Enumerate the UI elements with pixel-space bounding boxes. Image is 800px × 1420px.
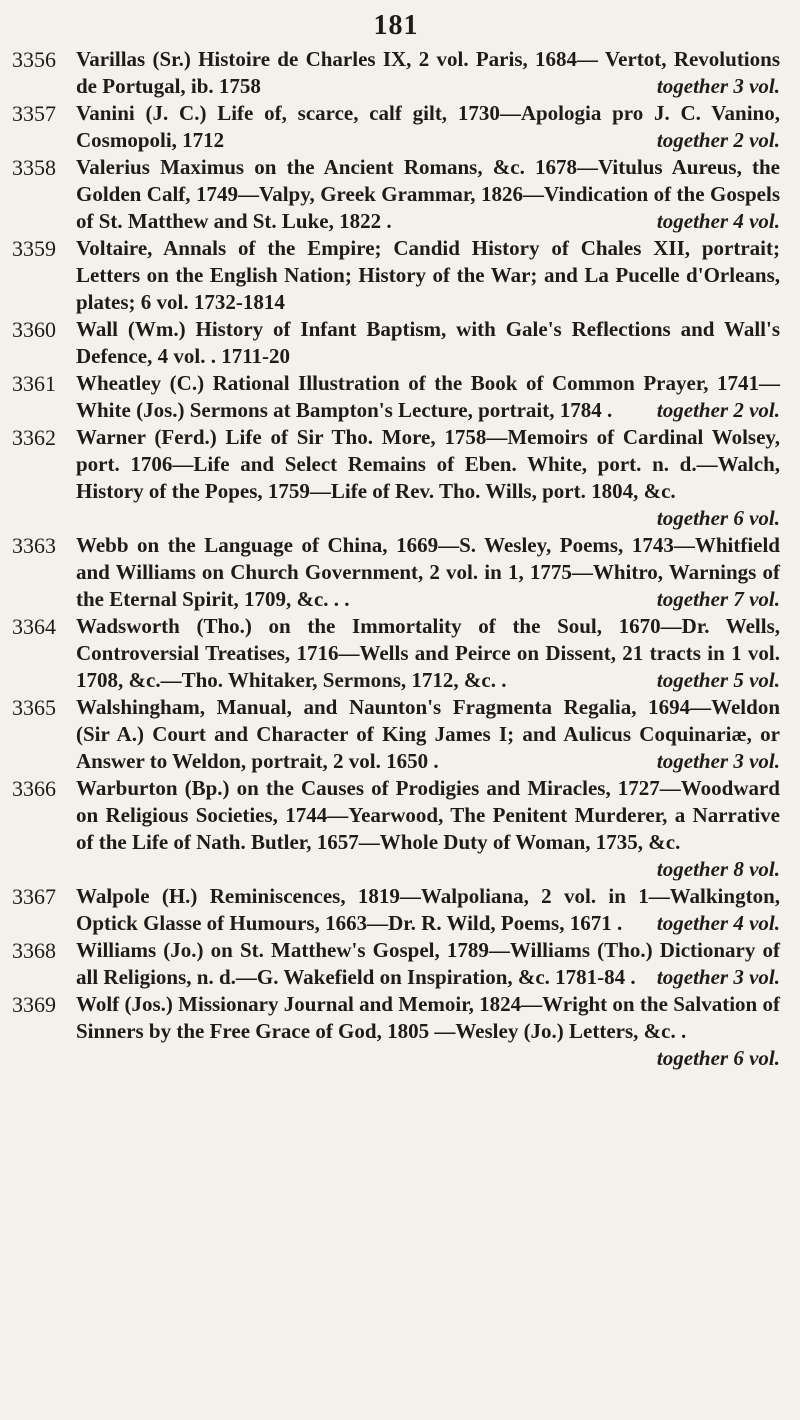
lot-text: Wolf (Jos.) Missionary Journal and Memoir, 1824—Wright on the Salvation of Sinners by the Free Grace of God, 1805 —Wesley (Jo.) Letters, &c. . bbox=[76, 992, 780, 1043]
lot-number: 3367 bbox=[12, 884, 56, 909]
lot-description bbox=[76, 235, 780, 316]
lot-description bbox=[76, 46, 780, 100]
lot-text: Williams (Jo.) on St. Matthew's Gospel, 1789—Williams (Tho.) Dictionary of all Religions, n. d.—G. Wakefield on Inspiration, &c. 1781-84 . bbox=[76, 938, 780, 989]
lot-description bbox=[76, 775, 780, 883]
catalogue-entry bbox=[12, 991, 780, 1072]
volume-count: together 6 vol. bbox=[656, 1046, 780, 1070]
catalogue-entry bbox=[12, 424, 780, 532]
volume-count: together 3 vol. bbox=[656, 74, 780, 98]
catalogue-entry bbox=[12, 532, 780, 613]
lot-description bbox=[76, 532, 780, 613]
lot-number: 3359 bbox=[12, 236, 56, 261]
lot-number: 3369 bbox=[12, 992, 56, 1017]
lot-number: 3368 bbox=[12, 938, 56, 963]
lot-number: 3365 bbox=[12, 695, 56, 720]
volume-count: together 5 vol. bbox=[656, 668, 780, 692]
catalogue-entry bbox=[12, 46, 780, 100]
lot-description bbox=[76, 424, 780, 532]
lot-description bbox=[76, 154, 780, 235]
lot-text: Valerius Maximus on the Ancient Romans, &c. 1678—Vitulus Aureus, the Golden Calf, 1749—Valpy, Greek Grammar, 1826—Vindication of the Gospels of St. Matthew and St. Luke, 1822 . bbox=[76, 155, 780, 233]
lot-text: Vanini (J. C.) Life of, scarce, calf gilt, 1730—Apologia pro J. C. Vanino, Cosmopoli, 1712 bbox=[76, 101, 780, 152]
catalogue-entry bbox=[12, 883, 780, 937]
lot-number: 3356 bbox=[12, 47, 56, 72]
catalogue-entry bbox=[12, 154, 780, 235]
lot-text: Warner (Ferd.) Life of Sir Tho. More, 1758—Memoirs of Cardinal Wolsey, port. 1706—Life and Select Remains of Eben. White, port. n. d.—Walch, History of the Popes, 1759—Life of Rev. Tho. Wills, port. 1804, &c. bbox=[76, 425, 780, 503]
catalogue-entry bbox=[12, 235, 780, 316]
lot-text: Wall (Wm.) History of Infant Baptism, with Gale's Reflections and Wall's Defence, 4 vol. . 1711-20 bbox=[76, 317, 780, 368]
catalogue-entry bbox=[12, 316, 780, 370]
volume-count: together 3 vol. bbox=[656, 965, 780, 989]
lot-text: Voltaire, Annals of the Empire; Candid History of Chales XII, portrait; Letters on the English Nation; History of the War; and La Pucelle d'Orleans, plates; 6 vol. 1732-1814 bbox=[76, 236, 780, 314]
catalogue-entry bbox=[12, 613, 780, 694]
lot-text: Warburton (Bp.) on the Causes of Prodigies and Miracles, 1727—Woodward on Religious Societies, 1744—Yearwood, The Penitent Murderer, a Narrative of the Life of Nath. Butler, 1657—Whole Duty of Woman, 1735, &c. bbox=[76, 776, 780, 854]
volume-count: together 2 vol. bbox=[656, 398, 780, 422]
lot-text: Webb on the Language of China, 1669—S. Wesley, Poems, 1743—Whitfield and Williams on Church Government, 2 vol. in 1, 1775—Whitro, Warnings of the Eternal Spirit, 1709, &c. . . bbox=[76, 533, 780, 611]
catalogue-entry bbox=[12, 937, 780, 991]
entry-list bbox=[12, 46, 780, 1072]
lot-description bbox=[76, 316, 780, 370]
lot-number: 3361 bbox=[12, 371, 56, 396]
lot-text: Walshingham, Manual, and Naunton's Fragmenta Regalia, 1694—Weldon (Sir A.) Court and Character of King James I; and Aulicus Coquinariæ, or Answer to Weldon, portrait, 2 vol. 1650 . bbox=[76, 695, 780, 773]
catalogue-entry bbox=[12, 370, 780, 424]
lot-number: 3357 bbox=[12, 101, 56, 126]
volume-count: together 4 vol. bbox=[656, 209, 780, 233]
volume-count: together 3 vol. bbox=[656, 749, 780, 773]
volume-count: together 7 vol. bbox=[656, 587, 780, 611]
lot-text: Wadsworth (Tho.) on the Immortality of the Soul, 1670—Dr. Wells, Controversial Treatises, 1716—Wells and Peirce on Dissent, 21 tracts in 1 vol. 1708, &c.—Tho. Whitaker, Sermons, 1712, &c. . bbox=[76, 614, 780, 692]
catalogue-entry bbox=[12, 694, 780, 775]
catalogue-entry bbox=[12, 100, 780, 154]
volume-count: together 6 vol. bbox=[656, 506, 780, 530]
lot-description bbox=[76, 100, 780, 154]
lot-number: 3362 bbox=[12, 425, 56, 450]
lot-number: 3364 bbox=[12, 614, 56, 639]
lot-number: 3360 bbox=[12, 317, 56, 342]
lot-text: Walpole (H.) Reminiscences, 1819—Walpoliana, 2 vol. in 1—Walkington, Optick Glasse of Humours, 1663—Dr. R. Wild, Poems, 1671 . bbox=[76, 884, 780, 935]
catalogue-entry bbox=[12, 775, 780, 883]
lot-description bbox=[76, 937, 780, 991]
lot-number: 3358 bbox=[12, 155, 56, 180]
volume-count: together 2 vol. bbox=[656, 128, 780, 152]
lot-text: Varillas (Sr.) Histoire de Charles IX, 2 vol. Paris, 1684— Vertot, Revolutions de Portugal, ib. 1758 bbox=[76, 47, 780, 98]
volume-count: together 4 vol. bbox=[656, 911, 780, 935]
volume-count: together 8 vol. bbox=[656, 857, 780, 881]
lot-description bbox=[76, 991, 780, 1072]
page-number: 181 bbox=[373, 10, 419, 41]
lot-description bbox=[76, 694, 780, 775]
lot-number: 3363 bbox=[12, 533, 56, 558]
lot-description bbox=[76, 883, 780, 937]
lot-text: Wheatley (C.) Rational Illustration of the Book of Common Prayer, 1741—White (Jos.) Sermons at Bampton's Lecture, portrait, 1784 . bbox=[76, 371, 780, 422]
lot-description bbox=[76, 370, 780, 424]
lot-number: 3366 bbox=[12, 776, 56, 801]
lot-description bbox=[76, 613, 780, 694]
